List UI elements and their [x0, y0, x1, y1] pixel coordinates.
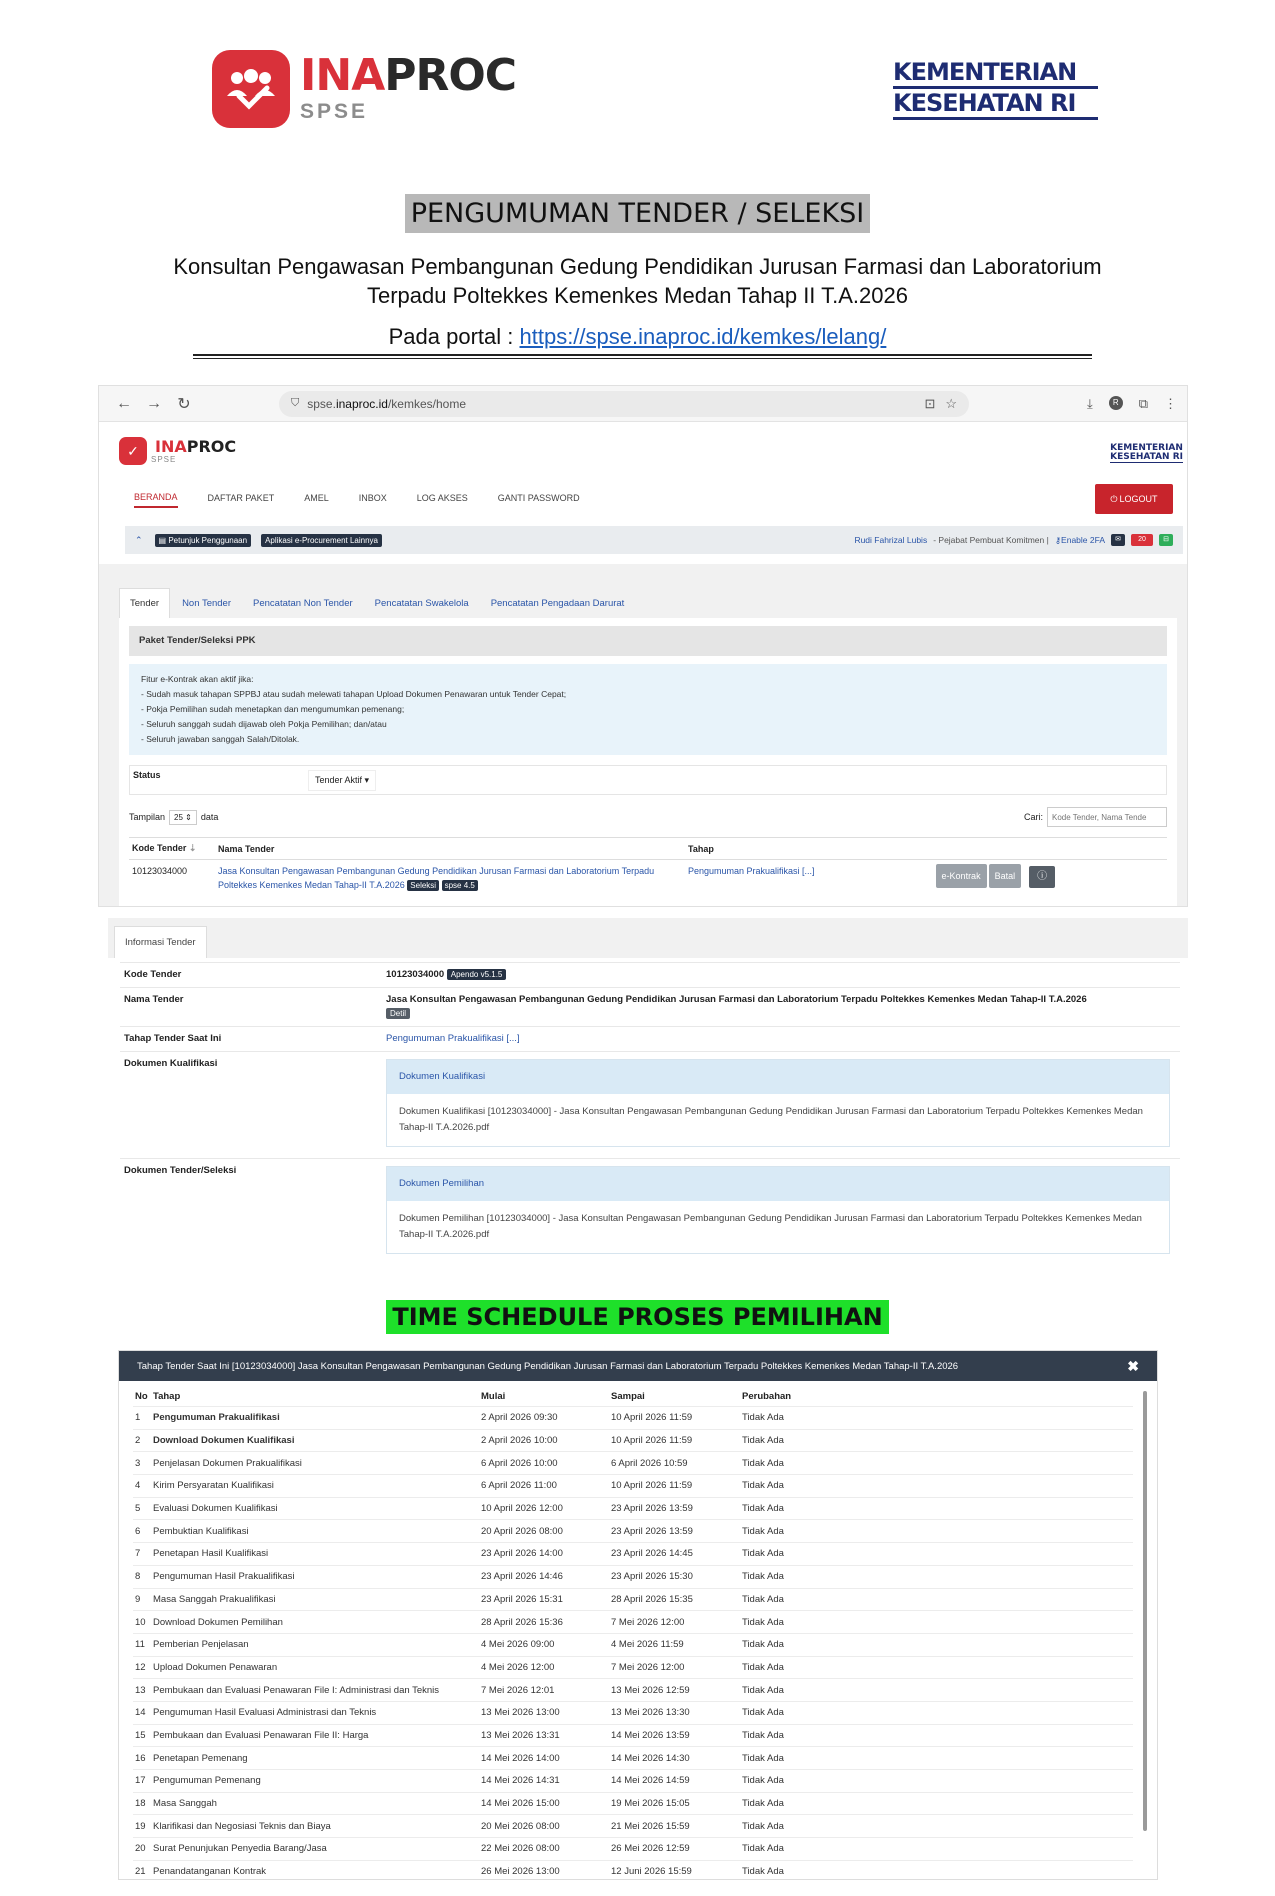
inaproc-badge-icon: [212, 50, 290, 128]
paket-panel: [119, 578, 1177, 907]
schedule-cell-sampai: 7 Mei 2026 12:00: [609, 1611, 740, 1634]
profile-avatar[interactable]: R: [1109, 396, 1123, 410]
schedule-cell-tahap: Pemberian Penjelasan: [151, 1633, 479, 1656]
user-name[interactable]: Rudi Fahrizal Lubis: [854, 535, 928, 545]
schedule-cell-perubahan: Tidak Ada: [740, 1520, 1133, 1543]
status-filter: Status Tender Aktif ▾: [129, 765, 1167, 795]
schedule-cell-tahap: Pembuktian Kualifikasi: [151, 1520, 479, 1543]
schedule-cell-tahap: Download Dokumen Kualifikasi: [151, 1429, 479, 1452]
schedule-cell-tahap: Pengumuman Hasil Prakualifikasi: [151, 1565, 479, 1588]
schedule-cell-no: 1: [133, 1407, 151, 1430]
schedule-cell-perubahan: Tidak Ada: [740, 1452, 1133, 1475]
info-icon[interactable]: ⓘ: [1029, 866, 1055, 888]
schedule-cell-no: 20: [133, 1838, 151, 1861]
schedule-cell-perubahan: Tidak Ada: [740, 1724, 1133, 1747]
reload-icon[interactable]: ↻: [177, 395, 191, 413]
tab-informasi-tender[interactable]: Informasi Tender: [114, 926, 207, 958]
logout-button[interactable]: ⏻ LOGOUT: [1095, 484, 1173, 514]
schedule-cell-no: 17: [133, 1770, 151, 1793]
main-menu: [99, 478, 1187, 518]
inaproc-wordmark: INAPROC: [300, 50, 517, 101]
schedule-cell-perubahan: Tidak Ada: [740, 1815, 1133, 1838]
schedule-row: [133, 1452, 1133, 1475]
dokumen-kualifikasi-card: Dokumen Kualifikasi Dokumen Kualifikasi [10123034000] - Jasa Konsultan Pengawasan Pembangunan Gedung Pendidikan Jurusan Farmasi dan Laboratorium Terpadu Poltekkes Kemenkes Medan Tahap-II T.A.2026.pdf: [386, 1059, 1170, 1147]
schedule-cell-mulai: 23 April 2026 15:31: [479, 1588, 609, 1611]
spse-version-badge: spse 4.5: [442, 880, 478, 891]
site-kemenkes-logo: KEMENTERIAN KESEHATAN RI: [1110, 443, 1183, 462]
extensions-icon[interactable]: ⧉: [1138, 395, 1148, 411]
schedule-dialog: [118, 1350, 1158, 1880]
schedule-cell-tahap: Penandatanganan Kontrak: [151, 1860, 479, 1880]
menu-amel[interactable]: AMEL: [304, 493, 329, 503]
schedule-cell-mulai: 13 Mei 2026 13:00: [479, 1701, 609, 1724]
schedule-cell-mulai: 2 April 2026 09:30: [479, 1407, 609, 1430]
inbox-count-badge[interactable]: 20: [1131, 534, 1153, 546]
schedule-cell-no: 16: [133, 1747, 151, 1770]
schedule-cell-perubahan: Tidak Ada: [740, 1407, 1133, 1430]
tender-table: Kode Tender ⇣ Nama Tender Tahap 10123034000 Jasa Konsultan Pengawasan Pembangunan Gedung Pendidikan Jurusan Farmasi dan Laboratorium Terpadu Poltekkes Kemenkes Medan Tahap-II T.A.2026 Seleksi spse 4.5 Pengumuman Prakualifikasi [...] e-Kontrak Batal ⓘ: [129, 837, 1167, 897]
menu-icon[interactable]: ⋮: [1164, 395, 1177, 411]
inaproc-badge-icon: ✓: [119, 437, 147, 465]
install-icon[interactable]: ⊡: [924, 395, 936, 411]
schedule-cell-perubahan: Tidak Ada: [740, 1701, 1133, 1724]
schedule-row: [133, 1497, 1133, 1520]
schedule-cell-no: 15: [133, 1724, 151, 1747]
schedule-cell-no: 11: [133, 1633, 151, 1656]
kemenkes-logo: KEMENTERIAN KESEHATAN RI: [893, 60, 1098, 122]
menu-daftar-paket[interactable]: DAFTAR PAKET: [207, 493, 275, 503]
tab-pencatatan-non-tender[interactable]: Pencatatan Non Tender: [253, 598, 353, 609]
schedule-row: [133, 1860, 1133, 1880]
tab-pencatatan-swakelola[interactable]: Pencatatan Swakelola: [374, 598, 469, 609]
schedule-cell-mulai: 22 Mei 2026 08:00: [479, 1838, 609, 1861]
schedule-row: [133, 1838, 1133, 1861]
portal-line: Pada portal : https://spse.inaproc.id/kemkes/lelang/: [388, 324, 887, 349]
schedule-cell-sampai: 28 April 2026 15:35: [609, 1588, 740, 1611]
schedule-cell-tahap: Download Dokumen Pemilihan: [151, 1611, 479, 1634]
content-area: [99, 564, 1187, 907]
informasi-tender-screenshot: [108, 918, 1188, 1258]
schedule-cell-mulai: 23 April 2026 14:00: [479, 1543, 609, 1566]
schedule-cell-no: 2: [133, 1429, 151, 1452]
schedule-row: [133, 1611, 1133, 1634]
back-arrow-icon[interactable]: ←: [116, 394, 132, 412]
schedule-cell-sampai: 23 April 2026 15:30: [609, 1565, 740, 1588]
portal-link[interactable]: https://spse.inaproc.id/kemkes/lelang/: [519, 324, 887, 349]
spse-home-screenshot: [98, 385, 1188, 907]
schedule-cell-mulai: 2 April 2026 10:00: [479, 1429, 609, 1452]
schedule-cell-no: 10: [133, 1611, 151, 1634]
schedule-cell-sampai: 21 Mei 2026 15:59: [609, 1815, 740, 1838]
schedule-cell-perubahan: Tidak Ada: [740, 1565, 1133, 1588]
schedule-cell-no: 3: [133, 1452, 151, 1475]
schedule-cell-tahap: Upload Dokumen Penawaran: [151, 1656, 479, 1679]
spse-wordmark: SPSE: [300, 100, 369, 123]
schedule-cell-tahap: Penjelasan Dokumen Prakualifikasi: [151, 1452, 479, 1475]
schedule-row: [133, 1724, 1133, 1747]
schedule-cell-no: 6: [133, 1520, 151, 1543]
schedule-cell-sampai: 4 Mei 2026 11:59: [609, 1633, 740, 1656]
schedule-cell-perubahan: Tidak Ada: [740, 1860, 1133, 1880]
schedule-row: [133, 1679, 1133, 1702]
dokumen-pemilihan-link[interactable]: Dokumen Pemilihan [10123034000] - Jasa Konsultan Pengawasan Pembangunan Gedung Pendidikan Jurusan Farmasi dan Laboratorium Terpadu Poltekkes Kemenkes Medan Tahap-II T.A.2026.pdf: [399, 1213, 1142, 1240]
schedule-cell-tahap: Pengumuman Pemenang: [151, 1770, 479, 1793]
schedule-cell-no: 21: [133, 1860, 151, 1880]
schedule-cell-tahap: Penetapan Pemenang: [151, 1747, 479, 1770]
tahap-link[interactable]: Pengumuman Prakualifikasi [...]: [688, 866, 815, 876]
page-subtitle: Konsultan Pengawasan Pembangunan Gedung Pendidikan Jurusan Farmasi dan Laboratorium Terpadu Poltekkes Kemenkes Medan Tahap II T.A.2026: [173, 254, 1102, 308]
site-logo[interactable]: ✓ INAPROC SPSE: [119, 437, 236, 465]
schedule-cell-tahap: Surat Penunjukan Penyedia Barang/Jasa: [151, 1838, 479, 1861]
lock-icon[interactable]: ⊟: [1159, 534, 1173, 546]
schedule-cell-sampai: 14 Mei 2026 14:59: [609, 1770, 740, 1793]
schedule-cell-tahap: Pembukaan dan Evaluasi Penawaran File I: Administrasi dan Teknis: [151, 1679, 479, 1702]
caret-down-icon: ▾: [364, 774, 370, 785]
schedule-cell-no: 9: [133, 1588, 151, 1611]
schedule-cell-perubahan: Tidak Ada: [740, 1429, 1133, 1452]
batal-button[interactable]: Batal: [989, 864, 1022, 888]
schedule-cell-perubahan: Tidak Ada: [740, 1747, 1133, 1770]
schedule-cell-mulai: 20 Mei 2026 08:00: [479, 1815, 609, 1838]
seleksi-badge: Seleksi: [407, 880, 439, 891]
schedule-cell-sampai: 12 Juni 2026 15:59: [609, 1860, 740, 1880]
schedule-cell-no: 14: [133, 1701, 151, 1724]
schedule-cell-mulai: 7 Mei 2026 12:01: [479, 1679, 609, 1702]
guide-button[interactable]: ▤ Petunjuk Penggunaan: [155, 534, 252, 547]
sort-icon[interactable]: ⇣: [188, 843, 197, 853]
schedule-cell-mulai: 10 April 2026 12:00: [479, 1497, 609, 1520]
schedule-cell-sampai: 14 Mei 2026 13:59: [609, 1724, 740, 1747]
schedule-dialog-header: Tahap Tender Saat Ini [10123034000] Jasa Konsultan Pengawasan Pembangunan Gedung Pendidikan Jurusan Farmasi dan Laboratorium Terpadu Poltekkes Kemenkes Medan Tahap-II T.A.2026 ✖: [119, 1351, 1157, 1381]
status-select[interactable]: Tender Aktif ▾: [308, 770, 376, 791]
scrollbar[interactable]: [1143, 1391, 1147, 1831]
power-icon: ⏻: [1110, 493, 1118, 504]
schedule-cell-mulai: 13 Mei 2026 13:31: [479, 1724, 609, 1747]
chevron-up-icon[interactable]: ⌃: [135, 534, 143, 545]
detil-button[interactable]: Detil: [386, 1008, 410, 1019]
tab-tender[interactable]: Tender: [119, 588, 170, 618]
schedule-cell-sampai: 23 April 2026 13:59: [609, 1520, 740, 1543]
dokumen-pemilihan-card: Dokumen Pemilihan Dokumen Pemilihan [10123034000] - Jasa Konsultan Pengawasan Pembangunan Gedung Pendidikan Jurusan Farmasi dan Laboratorium Terpadu Poltekkes Kemenkes Medan Tahap-II T.A.2026.pdf: [386, 1166, 1170, 1254]
schedule-cell-no: 4: [133, 1475, 151, 1498]
schedule-row: [133, 1475, 1133, 1498]
schedule-section-title: TIME SCHEDULE PROSES PEMILIHAN: [386, 1300, 888, 1334]
divider: [193, 354, 1092, 359]
search-input[interactable]: [1047, 807, 1167, 827]
schedule-row: [133, 1565, 1133, 1588]
schedule-row: [133, 1520, 1133, 1543]
schedule-row: [133, 1747, 1133, 1770]
schedule-cell-perubahan: Tidak Ada: [740, 1497, 1133, 1520]
schedule-cell-no: 19: [133, 1815, 151, 1838]
schedule-cell-sampai: 13 Mei 2026 13:30: [609, 1701, 740, 1724]
apendo-badge: Apendo v5.1.5: [447, 969, 507, 980]
schedule-cell-perubahan: Tidak Ada: [740, 1611, 1133, 1634]
mail-icon[interactable]: ✉: [1111, 534, 1125, 546]
menu-beranda[interactable]: BERANDA: [134, 488, 178, 508]
schedule-row: [133, 1792, 1133, 1815]
table-controls: Tampilan 25 ⇕ data Cari: Kode Tender, Nama Tende: [129, 807, 1167, 827]
download-icon[interactable]: ⤓: [1086, 395, 1093, 411]
schedule-cell-perubahan: Tidak Ada: [740, 1588, 1133, 1611]
schedule-cell-tahap: Pengumuman Prakualifikasi: [151, 1407, 479, 1430]
schedule-cell-mulai: 14 Mei 2026 14:00: [479, 1747, 609, 1770]
schedule-cell-tahap: Evaluasi Dokumen Kualifikasi: [151, 1497, 479, 1520]
schedule-cell-no: 7: [133, 1543, 151, 1566]
schedule-cell-perubahan: Tidak Ada: [740, 1679, 1133, 1702]
schedule-cell-perubahan: Tidak Ada: [740, 1656, 1133, 1679]
browser-toolbar: [99, 386, 1187, 422]
schedule-cell-tahap: Pembukaan dan Evaluasi Penawaran File II: Harga: [151, 1724, 479, 1747]
ekontrak-button[interactable]: e-Kontrak: [936, 864, 987, 888]
category-tabs: [119, 578, 1177, 618]
ekontrak-info-box: Fitur e-Kontrak akan aktif jika: - Sudah masuk tahapan SPPBJ atau sudah melewati tahapan Upload Dokumen Penawaran untuk Tender Cepat; - Pokja Pemilihan sudah menetapkan dan mengumumkan pemenang; - Seluruh sanggah sudah dijawab oleh Pokja Pemilihan; dan/atau - Seluruh jawaban sanggah Salah/Ditolak.: [129, 664, 1167, 755]
schedule-row: [133, 1633, 1133, 1656]
schedule-cell-no: 5: [133, 1497, 151, 1520]
schedule-cell-mulai: 26 Mei 2026 13:00: [479, 1860, 609, 1880]
schedule-cell-tahap: Pengumuman Hasil Evaluasi Administrasi dan Teknis: [151, 1701, 479, 1724]
schedule-row: [133, 1588, 1133, 1611]
tahap-link[interactable]: Pengumuman Prakualifikasi [...]: [386, 1033, 520, 1044]
schedule-row: [133, 1656, 1133, 1679]
address-bar[interactable]: ⛉ spse.inaproc.id/kemkes/home ⊡ ☆: [279, 391, 969, 417]
schedule-cell-perubahan: Tidak Ada: [740, 1543, 1133, 1566]
schedule-cell-tahap: Masa Sanggah: [151, 1792, 479, 1815]
schedule-cell-perubahan: Tidak Ada: [740, 1838, 1133, 1861]
schedule-cell-tahap: Kirim Persyaratan Kualifikasi: [151, 1475, 479, 1498]
schedule-cell-no: 18: [133, 1792, 151, 1815]
schedule-cell-sampai: 13 Mei 2026 12:59: [609, 1679, 740, 1702]
schedule-cell-mulai: 4 Mei 2026 09:00: [479, 1633, 609, 1656]
schedule-row: [133, 1407, 1133, 1430]
close-icon[interactable]: ✖: [1127, 1357, 1139, 1374]
page-title: PENGUMUMAN TENDER / SELEKSI: [405, 194, 871, 233]
schedule-cell-sampai: 23 April 2026 13:59: [609, 1497, 740, 1520]
star-icon[interactable]: ☆: [945, 395, 957, 411]
tab-pencatatan-darurat[interactable]: Pencatatan Pengadaan Darurat: [490, 598, 625, 609]
tender-name-link[interactable]: Jasa Konsultan Pengawasan Pembangunan Gedung Pendidikan Jurusan Farmasi dan Laboratorium Terpadu Poltekkes Kemenkes Medan Tahap-II T.A.2026: [218, 866, 655, 890]
menu-log-akses[interactable]: LOG AKSES: [416, 493, 468, 503]
menu-inbox[interactable]: INBOX: [358, 493, 387, 503]
schedule-cell-mulai: 14 Mei 2026 14:31: [479, 1770, 609, 1793]
schedule-cell-mulai: 6 April 2026 11:00: [479, 1475, 609, 1498]
schedule-table: No Tahap Mulai Sampai Perubahan 1 Pengumuman Prakualifikasi 2 April 2026 09:30 10 April 2026 11:59 Tidak Ada 2 Download Dokumen Kualifikasi 2 April 2026 10:00 10 April 2026 11:59 Tidak Ada 3 Penjelasan Dokumen Prakualifikasi 6 April 2026 10:00 6 April 2026 10:59 Tidak Ada 4 Kirim Persyaratan Kualifikasi 6 April 2026 11:00 10 April 2026 11:59 Tidak Ada 5 Evaluasi Dokumen Kualifikasi 10 April 2026 12:00 23 April 2026 13:59 Tidak Ada 6 Pembuktian Kualifikasi 20 April 2026 08:00 23 April 2026 13:59 Tidak Ada 7 Penetapan Hasil Kualifikasi 23 April 2026 14:00 23 April 2026 14:45 Tidak Ada 8 Pengumuman Hasil Prakualifikasi 23 April 2026 14:46 23 April 2026 15:30 Tidak Ada 9 Masa Sanggah Prakualifikasi 23 April 2026 15:31 28 April 2026 15:35 Tidak Ada 10 Download Dokumen Pemilihan 28 April 2026 15:36 7 Mei 2026 12:00 Tidak Ada 11 Pemberian Penjelasan 4 Mei 2026 09:00 4 Mei 2026 11:59 Tidak Ada 12 Upload Dokumen Penawaran 4 Mei 2026 12:00 7 Mei 2026 12:00 Tidak Ada 13 Pembukaan dan Evaluasi Penawaran File I: Administrasi dan Teknis 7 Mei 2026 12:01 13 Mei 2026 12:59 Tidak Ada 14 Pengumuman Hasil Evaluasi Administrasi dan Teknis 13 Mei 2026 13:00 13 Mei 2026 13:30 Tidak Ada 15 Pembukaan dan Evaluasi Penawaran File II: Harga 13 Mei 2026 13:31 14 Mei 2026 13:59 Tidak Ada 16 Penetapan Pemenang 14 Mei 2026 14:00 14 Mei 2026 14:30 Tidak Ada 17 Pengumuman Pemenang 14 Mei 2026 14:31 14 Mei 2026 14:59 Tidak Ada 18 Masa Sanggah 14 Mei 2026 15:00 19 Mei 2026 15:05 Tidak Ada 19 Klarifikasi dan Negosiasi Teknis dan Biaya 20 Mei 2026 08:00 21 Mei 2026 15:59 Tidak Ada 20 Surat Penunjukan Penyedia Barang/Jasa 22 Mei 2026 08:00 26 Mei 2026 12:59 Tidak Ada 21 Penandatanganan Kontrak 26 Mei 2026 13:00 12 Juni 2026 15:59 Tidak Ada: [133, 1387, 1133, 1880]
tab-non-tender[interactable]: Non Tender: [182, 598, 232, 609]
table-row: 10123034000 Jasa Konsultan Pengawasan Pembangunan Gedung Pendidikan Jurusan Farmasi dan Laboratorium Terpadu Poltekkes Kemenkes Medan Tahap-II T.A.2026 Seleksi spse 4.5 Pengumuman Prakualifikasi [...] e-Kontrak Batal ⓘ: [129, 860, 1167, 898]
page-size-select[interactable]: 25 ⇕: [169, 810, 197, 825]
inaproc-logo: [212, 50, 516, 128]
shield-icon: ⛉: [291, 397, 300, 409]
schedule-cell-sampai: 23 April 2026 14:45: [609, 1543, 740, 1566]
paket-header: Paket Tender/Seleksi PPK: [129, 626, 1167, 656]
key-icon: ⚷: [1054, 534, 1062, 545]
enable-2fa-link[interactable]: ⚷Enable 2FA: [1054, 534, 1105, 545]
user-bar: [125, 526, 1183, 554]
schedule-cell-mulai: 20 April 2026 08:00: [479, 1520, 609, 1543]
schedule-cell-no: 13: [133, 1679, 151, 1702]
schedule-row: [133, 1770, 1133, 1793]
schedule-cell-sampai: 10 April 2026 11:59: [609, 1407, 740, 1430]
schedule-cell-sampai: 10 April 2026 11:59: [609, 1475, 740, 1498]
schedule-cell-tahap: Masa Sanggah Prakualifikasi: [151, 1588, 479, 1611]
schedule-cell-perubahan: Tidak Ada: [740, 1633, 1133, 1656]
schedule-cell-mulai: 23 April 2026 14:46: [479, 1565, 609, 1588]
schedule-cell-no: 12: [133, 1656, 151, 1679]
schedule-cell-sampai: 7 Mei 2026 12:00: [609, 1656, 740, 1679]
schedule-row: [133, 1429, 1133, 1452]
schedule-row: [133, 1701, 1133, 1724]
schedule-row: [133, 1543, 1133, 1566]
schedule-cell-perubahan: Tidak Ada: [740, 1792, 1133, 1815]
schedule-row: [133, 1815, 1133, 1838]
schedule-cell-no: 8: [133, 1565, 151, 1588]
schedule-cell-tahap: Penetapan Hasil Kualifikasi: [151, 1543, 479, 1566]
site-header: [99, 422, 1187, 478]
user-role: - Pejabat Pembuat Komitmen |: [933, 535, 1049, 545]
poster-header: [0, 0, 1275, 150]
schedule-cell-sampai: 10 April 2026 11:59: [609, 1429, 740, 1452]
other-apps-button[interactable]: Aplikasi e-Procurement Lainnya: [261, 534, 382, 547]
schedule-cell-mulai: 14 Mei 2026 15:00: [479, 1792, 609, 1815]
dokumen-kualifikasi-link[interactable]: Dokumen Kualifikasi [10123034000] - Jasa Konsultan Pengawasan Pembangunan Gedung Pendidikan Jurusan Farmasi dan Laboratorium Terpadu Poltekkes Kemenkes Medan Tahap-II T.A.2026.pdf: [399, 1106, 1143, 1133]
book-icon: ▤: [158, 535, 169, 545]
schedule-cell-perubahan: Tidak Ada: [740, 1770, 1133, 1793]
forward-arrow-icon[interactable]: →: [146, 394, 162, 412]
schedule-cell-sampai: 6 April 2026 10:59: [609, 1452, 740, 1475]
schedule-cell-mulai: 6 April 2026 10:00: [479, 1452, 609, 1475]
menu-ganti-password[interactable]: GANTI PASSWORD: [497, 493, 580, 503]
schedule-cell-sampai: 26 Mei 2026 12:59: [609, 1838, 740, 1861]
schedule-cell-sampai: 19 Mei 2026 15:05: [609, 1792, 740, 1815]
tender-info-table: Kode Tender 10123034000 Apendo v5.1.5 Nama Tender Jasa Konsultan Pengawasan Pembangunan Gedung Pendidikan Jurusan Farmasi dan Laboratorium Terpadu Poltekkes Kemenkes Medan Tahap-II T.A.2026 Detil Tahap Tender Saat Ini Pengumuman Prakualifikasi [...] Dokumen Kualifikasi Dokumen Kualifikasi Dokumen Kualifikasi [10123034000] - Jasa Konsultan Pengawasan Pembangunan Gedung Pendidikan Jurusan Farmasi dan Laboratorium Terpadu Poltekkes Kemenkes Medan Tahap-II T.A.2026.pdf Dokumen Tender/Seleksi Dokumen Pemilihan Dokumen Pemilihan [10123034000] - Jasa Konsultan Pengawasan Pembangunan Gedung Pendidikan Jurusan Farmasi dan Laboratorium Terpadu Poltekkes Kemenkes Medan Tahap-II T.A.2026.pdf: [120, 962, 1180, 1258]
schedule-cell-mulai: 4 Mei 2026 12:00: [479, 1656, 609, 1679]
schedule-cell-mulai: 28 April 2026 15:36: [479, 1611, 609, 1634]
schedule-cell-sampai: 14 Mei 2026 14:30: [609, 1747, 740, 1770]
schedule-cell-perubahan: Tidak Ada: [740, 1475, 1133, 1498]
schedule-cell-tahap: Klarifikasi dan Negosiasi Teknis dan Biaya: [151, 1815, 479, 1838]
